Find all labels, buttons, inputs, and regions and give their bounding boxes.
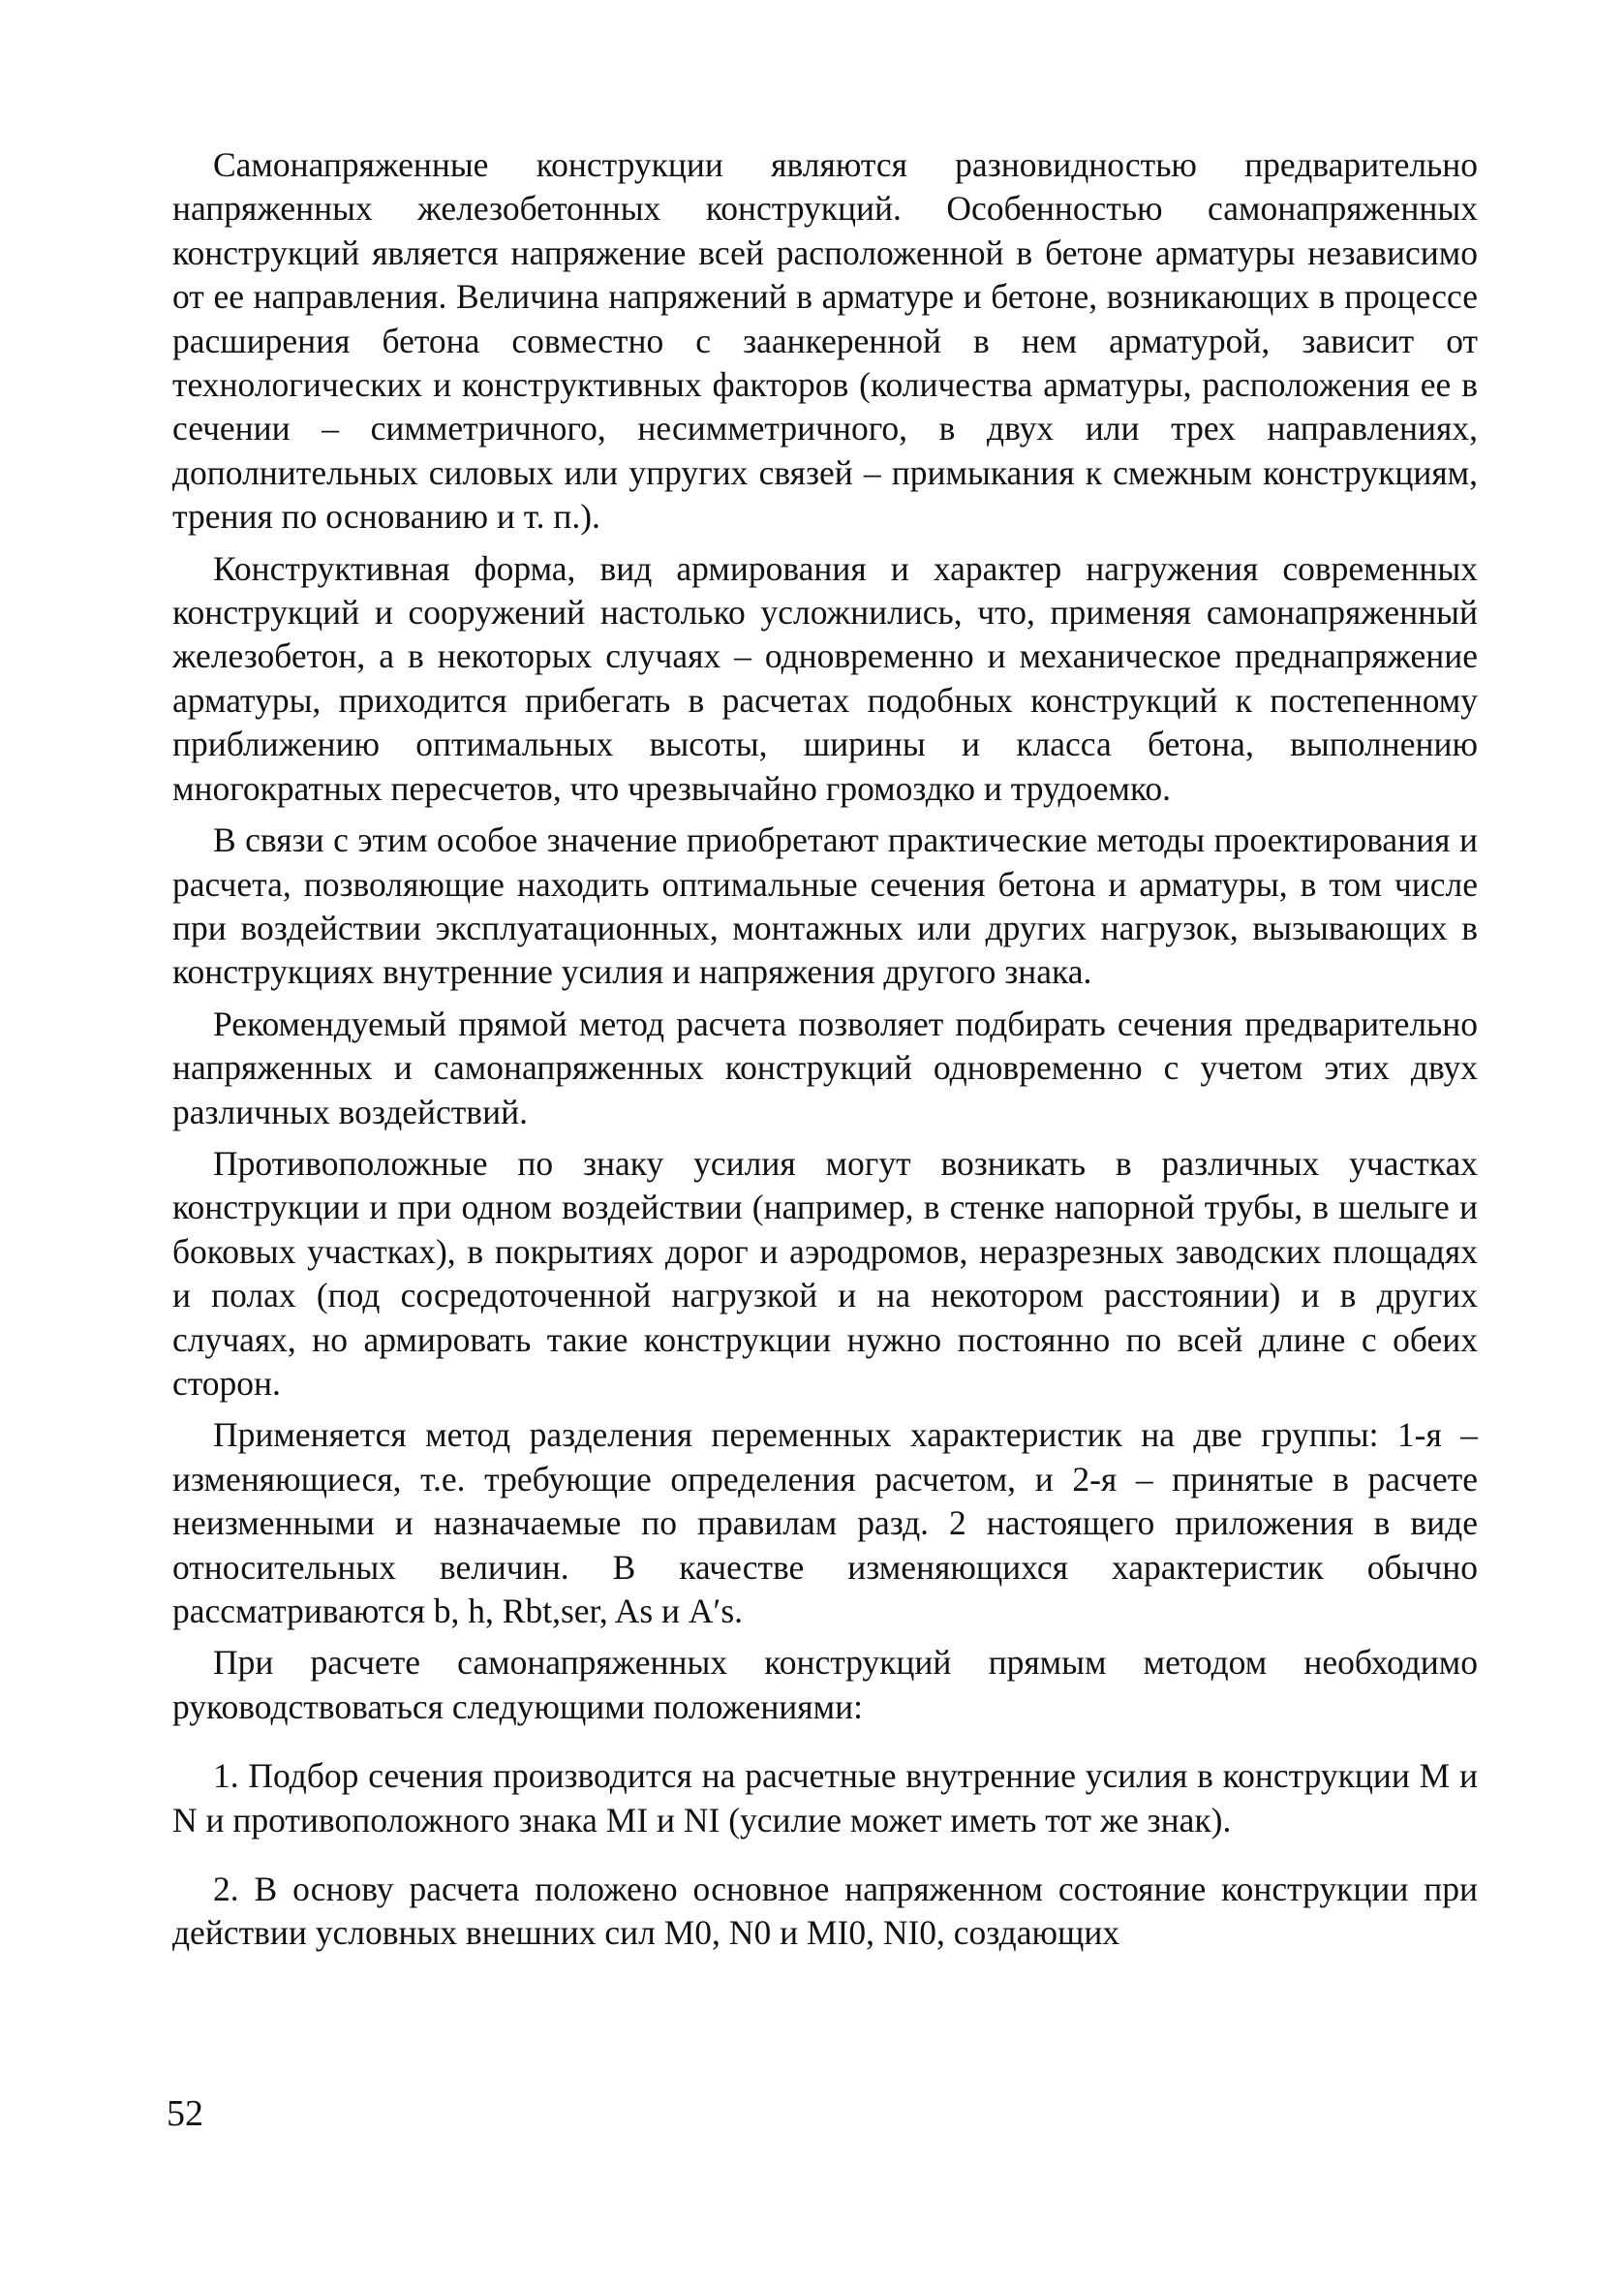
- paragraph-1: Самонапряженные конструкции являются разновидностью предварительно напряженных железобетонных конструкций. Особенностью самонапряженных конструкций является напряжение всей расположенной в бетоне арматуры независимо от ее направления. Величина напряжений в арматуре и бетоне, возникающих в процессе расширения бетона совместно с заанкеренной в нем арматурой, зависит от технологических и конструктивных факторов (количества арматуры, расположения ее в сечении – симметричного, несимметричного, в двух или трех направлениях, дополнительных силовых или упругих связей – примыкания к смежным конструкциям, трения по основанию и т. п.).: [172, 145, 1478, 537]
- paragraph-6: Применяется метод разделения переменных характеристик на две группы: 1-я – изменяющиеся, т.е. требующие определения расчетом, и 2-я – принятые в расчете неизменными и назначаемые по правилам разд. 2 настоящего приложения в виде относительных величин. В качестве изменяющихся характеристик обычно рассматриваются b, h, Rbt,ser, As и A′s.: [172, 1415, 1478, 1630]
- paragraph-2: Конструктивная форма, вид армирования и характер нагружения современных конструкций и сооружений настолько усложнились, что, применяя самонапряженный железобетон, а в некоторых случаях – одновременно и механическое преднапряжение арматуры, приходится прибегать в расчетах подобных конструкций к постепенному приближению оптимальных высоты, ширины и класса бетона, выполнению многократных пересчетов, что чрезвычайно громоздко и трудоемко.: [172, 548, 1478, 808]
- page-number: 52: [167, 2093, 203, 2134]
- paragraph-7: При расчете самонапряженных конструкций прямым методом необходимо руководствоваться следующими положениями:: [172, 1643, 1478, 1726]
- paragraph-3: В связи с этим особое значение приобретают практические методы проектирования и расчета, позволяющие находить оптимальные сечения бетона и арматуры, в том числе при воздействии эксплуатационных, монтажных или других нагрузок, вызывающих в конструкциях внутренние усилия и напряжения другого знака.: [172, 820, 1478, 992]
- paragraph-4: Рекомендуемый прямой метод расчета позволяет подбирать сечения предварительно напряженных и самонапряженных конструкций одновременно с учетом этих двух различных воздействий.: [172, 1004, 1478, 1131]
- list-item-1: 1. Подбор сечения производится на расчетные внутренние усилия в конструкции M и N и противоположного знака MI и NI (усилие может иметь тот же знак).: [172, 1756, 1478, 1840]
- list-item-2: 2. В основу расчета положено основное напряженном состояние конструкции при действии условных внешних сил M0, N0 и MI0, NI0, создающих: [172, 1870, 1478, 1953]
- paragraph-5: Противоположные по знаку усилия могут возникать в различных участках конструкции и при одном воздействии (например, в стенке напорной трубы, в шелыге и боковых участках), в покрытиях дорог и аэродромов, неразрезных заводских площадях и полах (под сосредоточенной нагрузкой и на некотором расстоянии) и в других случаях, но армировать такие конструкции нужно постоянно по всей длине с обеих сторон.: [172, 1143, 1478, 1403]
- body-text: [172, 143, 1478, 1963]
